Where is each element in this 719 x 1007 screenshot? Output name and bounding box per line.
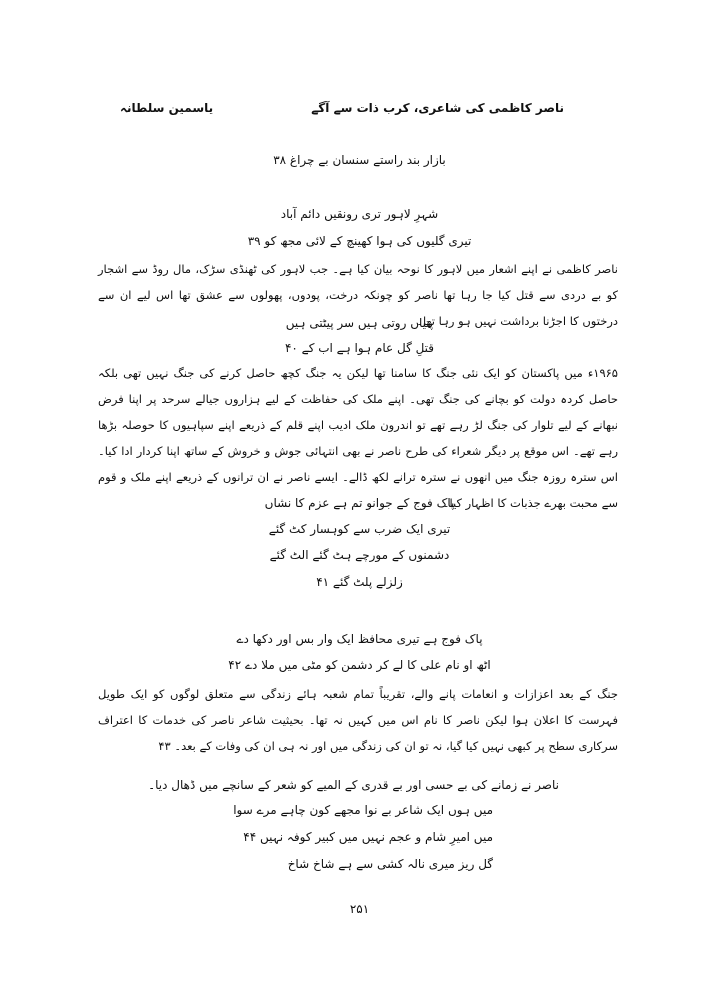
- verse-line: میں ہوں ایک شاعر بے نوا مجھے کون چاہے مرے سوا: [233, 803, 493, 817]
- paragraph-text: ناصر کاظمی نے اپنے اشعار میں لاہور کا نوحہ بیان کیا ہے۔ جب لاہور کی ٹھنڈی سڑک، مال روڈ سے اشجار کو بے دردی سے قتل کیا جا رہا تھا ناصر کو چونکہ درخت، پودوں، پھولوں سے عشق تھا اس لیے ان سے درختوں کا اجڑنا برداشت نہیں ہو رہا تھا۔: [98, 262, 618, 328]
- verse-line: پتیاں روتی ہیں سر پیٹتی ہیں: [285, 316, 434, 330]
- verse-line: زلزلے پلٹ گئے ۴۱: [316, 575, 403, 589]
- verse-line: تیری گلیوں کی ہوا کھینچ کے لائی مجھ کو ۳۹: [247, 234, 472, 248]
- paragraph: [98, 360, 618, 516]
- page-number: ۲۵۱: [349, 902, 370, 916]
- verse-line: شہرِ لاہور تری رونقیں دائم آباد: [280, 207, 439, 221]
- running-header-author: یاسمین سلطانہ: [120, 101, 214, 115]
- verse-line: پاک فوج ہے تیری محافظ ایک وار بس اور دکھا دے: [236, 632, 483, 646]
- verse-line: میں امیرِ شام و عجم نہیں میں کبیر کوفہ نہیں ۴۴: [243, 830, 493, 844]
- paragraph: [98, 681, 618, 759]
- verse-line: تیری ایک ضرب سے کوہسار کٹ گئے: [268, 522, 451, 536]
- verse-line: گل ریز میری نالہ کشی سے ہے شاخ شاخ: [287, 857, 493, 871]
- paragraph-text: جنگ کے بعد اعزازات و انعامات پانے والے، تقریباً تمام شعبہ ہائے زندگی سے متعلق لوگوں کو ایک طویل فہرست کا اعلان ہوا لیکن ناصر کا نام اس میں کہیں نہ تھا۔ بحیثیت شاعر ناصر کی خدمات کا اعتراف سرکاری سطح پر کبھی نہیں کیا گیا، نہ تو ان کی زندگی میں اور نہ ہی ان کی وفات کے بعد۔ ۴۳: [98, 687, 618, 753]
- verse-line: اٹھ او نام علی کا لے کر دشمن کو مٹی میں ملا دے ۴۲: [228, 658, 491, 672]
- running-header-title: ناصر کاظمی کی شاعری، کرب ذات سے آگے: [311, 101, 564, 115]
- verse-line: دشمنوں کے مورچے ہٹ گئے الٹ گئے: [269, 548, 450, 562]
- verse-line: پاک فوج کے جوانو تم ہے عزم کا نشاں: [264, 496, 455, 510]
- paragraph-text: ۱۹۶۵ء میں پاکستان کو ایک نئی جنگ کا سامنا تھا لیکن یہ جنگ کچھ حاصل کرنے کی جنگ نہیں تھی بلکہ حاصل کردہ دولت کو بچانے کی جنگ تھی۔ اپنے ملک کی حفاظت کے لیے ہزاروں جیالے سرحد پر اپنا فرض نبھانے کے لیے تلوار کی جنگ لڑ رہے تھے تو اندرون ملک ادیب اپنے قلم کے ذریعے اپنے سپاہیوں کا حوصلہ بڑھا رہے تھے۔ اس موقع پر دیگر شعراء کی طرح ناصر نے بھی انتہائی جوش و خروش کے ساتھ اپنا کردار ادا کیا۔ اس سترہ روزہ جنگ میں انھوں نے سترہ ترانے لکھ ڈالے۔ ایسے ناصر نے ان ترانوں کے ذریعے اپنے ملک و قوم سے محبت بھرے جذبات کا اظہار کیا۔: [98, 366, 618, 510]
- paragraph-text: ناصر نے زمانے کی بے حسی اور بے قدری کے المیے کو شعر کے سانچے میں ڈھال دیا۔: [148, 778, 559, 792]
- verse-line: بازار بند راستے سنسان بے چراغ ۳۸: [273, 153, 446, 167]
- verse-line: قتلِ گل عام ہوا ہے اب کے ۴۰: [284, 341, 435, 355]
